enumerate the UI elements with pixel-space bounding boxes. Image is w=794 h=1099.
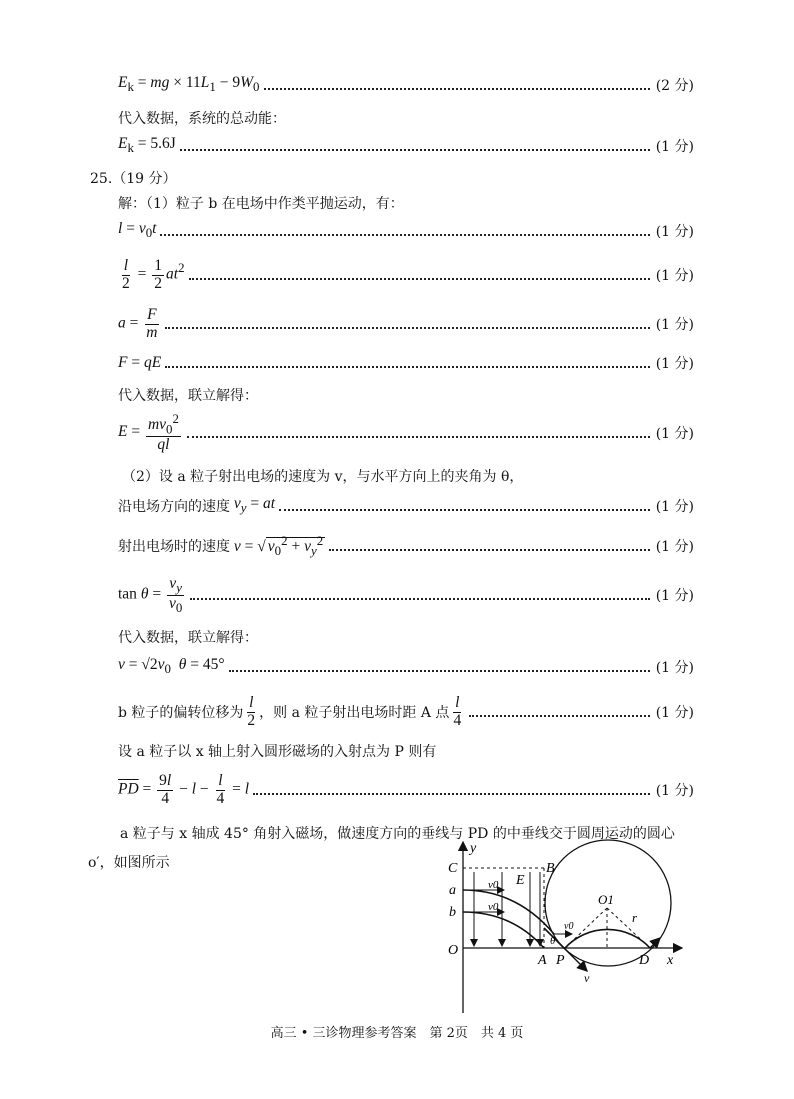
eq-line <box>118 352 694 374</box>
text-line <box>118 626 694 648</box>
leader-dots <box>165 366 650 368</box>
text: 解：（1）粒子 b 在电场中作类平抛运动，有： <box>118 196 404 212</box>
text: 设 a 粒子以 x 轴上射入圆形磁场的入射点为 P 则有 <box>118 744 437 760</box>
equation: $v = √2v_0$ θ = 45° <box>118 656 225 677</box>
equation: $v_y$ = at <box>233 495 276 516</box>
text: ，则 a 粒子射出电场时距 A 点 <box>259 705 450 721</box>
label-theta: θ <box>550 935 556 947</box>
score: (1 分) <box>655 268 694 284</box>
equation: $\frac{l}{4}$ <box>453 694 462 729</box>
eq-line-ek-2 <box>118 135 694 157</box>
leader-dots <box>165 327 649 329</box>
orbit-exit-arrow <box>650 938 660 948</box>
label-O: O <box>448 943 459 958</box>
leader-dots <box>189 278 650 280</box>
label-v0-exit: v0 <box>564 921 574 932</box>
label-O1: O1 <box>598 892 614 907</box>
equation: $\overline{PD}$ = $\frac{9l}{4}$ − l − $\frac{l}{4}$ = l <box>118 772 250 807</box>
label-v0-a: v0 <box>488 879 499 891</box>
text-line <box>118 384 694 406</box>
score: (1 分) <box>655 660 694 676</box>
score: (1 分) <box>655 317 694 333</box>
text: 沿电场方向的速度 <box>118 499 230 515</box>
trajectory-b <box>463 912 544 948</box>
leader-dots <box>279 509 650 511</box>
equation: tan θ = $\frac{v_y}{v_0}$ <box>118 574 183 615</box>
eq-line-ek-1 <box>118 74 694 96</box>
eq-line <box>118 772 694 808</box>
equation: a = $\frac{F}{m}$ <box>118 306 158 341</box>
text-line <box>122 465 694 487</box>
label-a: a <box>449 883 456 898</box>
eq-line <box>118 257 694 292</box>
page-footer: 高三 • 三诊物理参考答案 第 2页 共 4 页 <box>270 1026 524 1041</box>
eq-line <box>118 576 694 614</box>
leader-dots <box>229 670 650 672</box>
label-r: r <box>632 910 638 925</box>
score: (1 分) <box>655 783 694 799</box>
label-b: b <box>449 905 456 920</box>
leader-dots <box>160 234 649 236</box>
score: (1 分) <box>655 539 694 555</box>
score: (1 分) <box>655 426 694 442</box>
score: (2 分) <box>655 78 694 94</box>
leader-dots <box>469 715 650 717</box>
score: (1 分) <box>655 224 694 240</box>
text-line: a 粒子与 x 轴成 45° 角射入磁场，做速度方向的垂线与 PD 的中垂线交于圆周运动的圆心 <box>120 826 675 842</box>
leader-dots <box>329 549 650 551</box>
eq-line <box>118 694 694 730</box>
score: (1 分) <box>655 139 694 155</box>
eq-line <box>118 656 694 678</box>
score: (1 分) <box>655 356 694 372</box>
text: （2）设 a 粒子射出电场的速度为 v，与水平方向上的夹角为 θ， <box>122 469 524 485</box>
label-E: E <box>516 873 525 888</box>
equation: $l = v_0t$ <box>118 220 157 241</box>
label-B: B <box>546 861 555 876</box>
label-v: v <box>584 971 590 985</box>
eq-line <box>118 411 694 454</box>
label-A: A <box>538 953 547 968</box>
text: 射出电场时的速度 <box>118 539 230 555</box>
text-line <box>118 192 694 214</box>
leader-dots <box>190 598 649 600</box>
eq-line <box>118 532 694 560</box>
text: b 粒子的偏转位移为 <box>118 705 244 721</box>
text: 代入数据，联立解得： <box>118 630 258 646</box>
question-25-header: 25.（19 分） <box>90 171 177 187</box>
text-line <box>118 107 694 129</box>
score: (1 分) <box>655 588 694 604</box>
label-v0-b: v0 <box>488 901 499 913</box>
equation: $E_k = 5.6J$ <box>118 135 176 156</box>
leader-dots <box>264 88 650 90</box>
label-P: P <box>556 953 565 968</box>
equation: E = $\frac{mv_0^2}{ql}$ <box>118 411 179 454</box>
label-D: D <box>639 953 650 968</box>
label-C: C <box>448 861 458 876</box>
score: (1 分) <box>655 499 694 515</box>
text-line <box>118 740 694 762</box>
leader-dots <box>180 149 650 151</box>
eq-line <box>118 495 694 517</box>
score: (1 分) <box>655 705 694 721</box>
equation: $\frac{l}{2}$ <box>247 694 256 729</box>
leader-dots <box>187 436 650 438</box>
physics-diagram <box>432 838 692 1018</box>
equation: $E_k$ = mg × $11L_1 - 9W_0$ <box>118 74 260 95</box>
equation: F = qE <box>118 354 162 371</box>
text: 代入数据，联立解得： <box>118 388 258 404</box>
label-y: y <box>470 841 477 856</box>
leader-dots <box>253 793 650 795</box>
equation: $\frac{l}{2}$ = $\frac{1}{2}$ $at^2$ <box>122 257 185 292</box>
text: 代入数据，系统的总动能： <box>118 111 286 127</box>
equation: v = √ $v_0^2 + v_y^2$ <box>233 532 324 559</box>
label-x: x <box>667 953 674 968</box>
eq-line <box>118 308 694 340</box>
eq-line <box>118 220 694 242</box>
text-line: o′，如图所示 <box>88 855 170 871</box>
